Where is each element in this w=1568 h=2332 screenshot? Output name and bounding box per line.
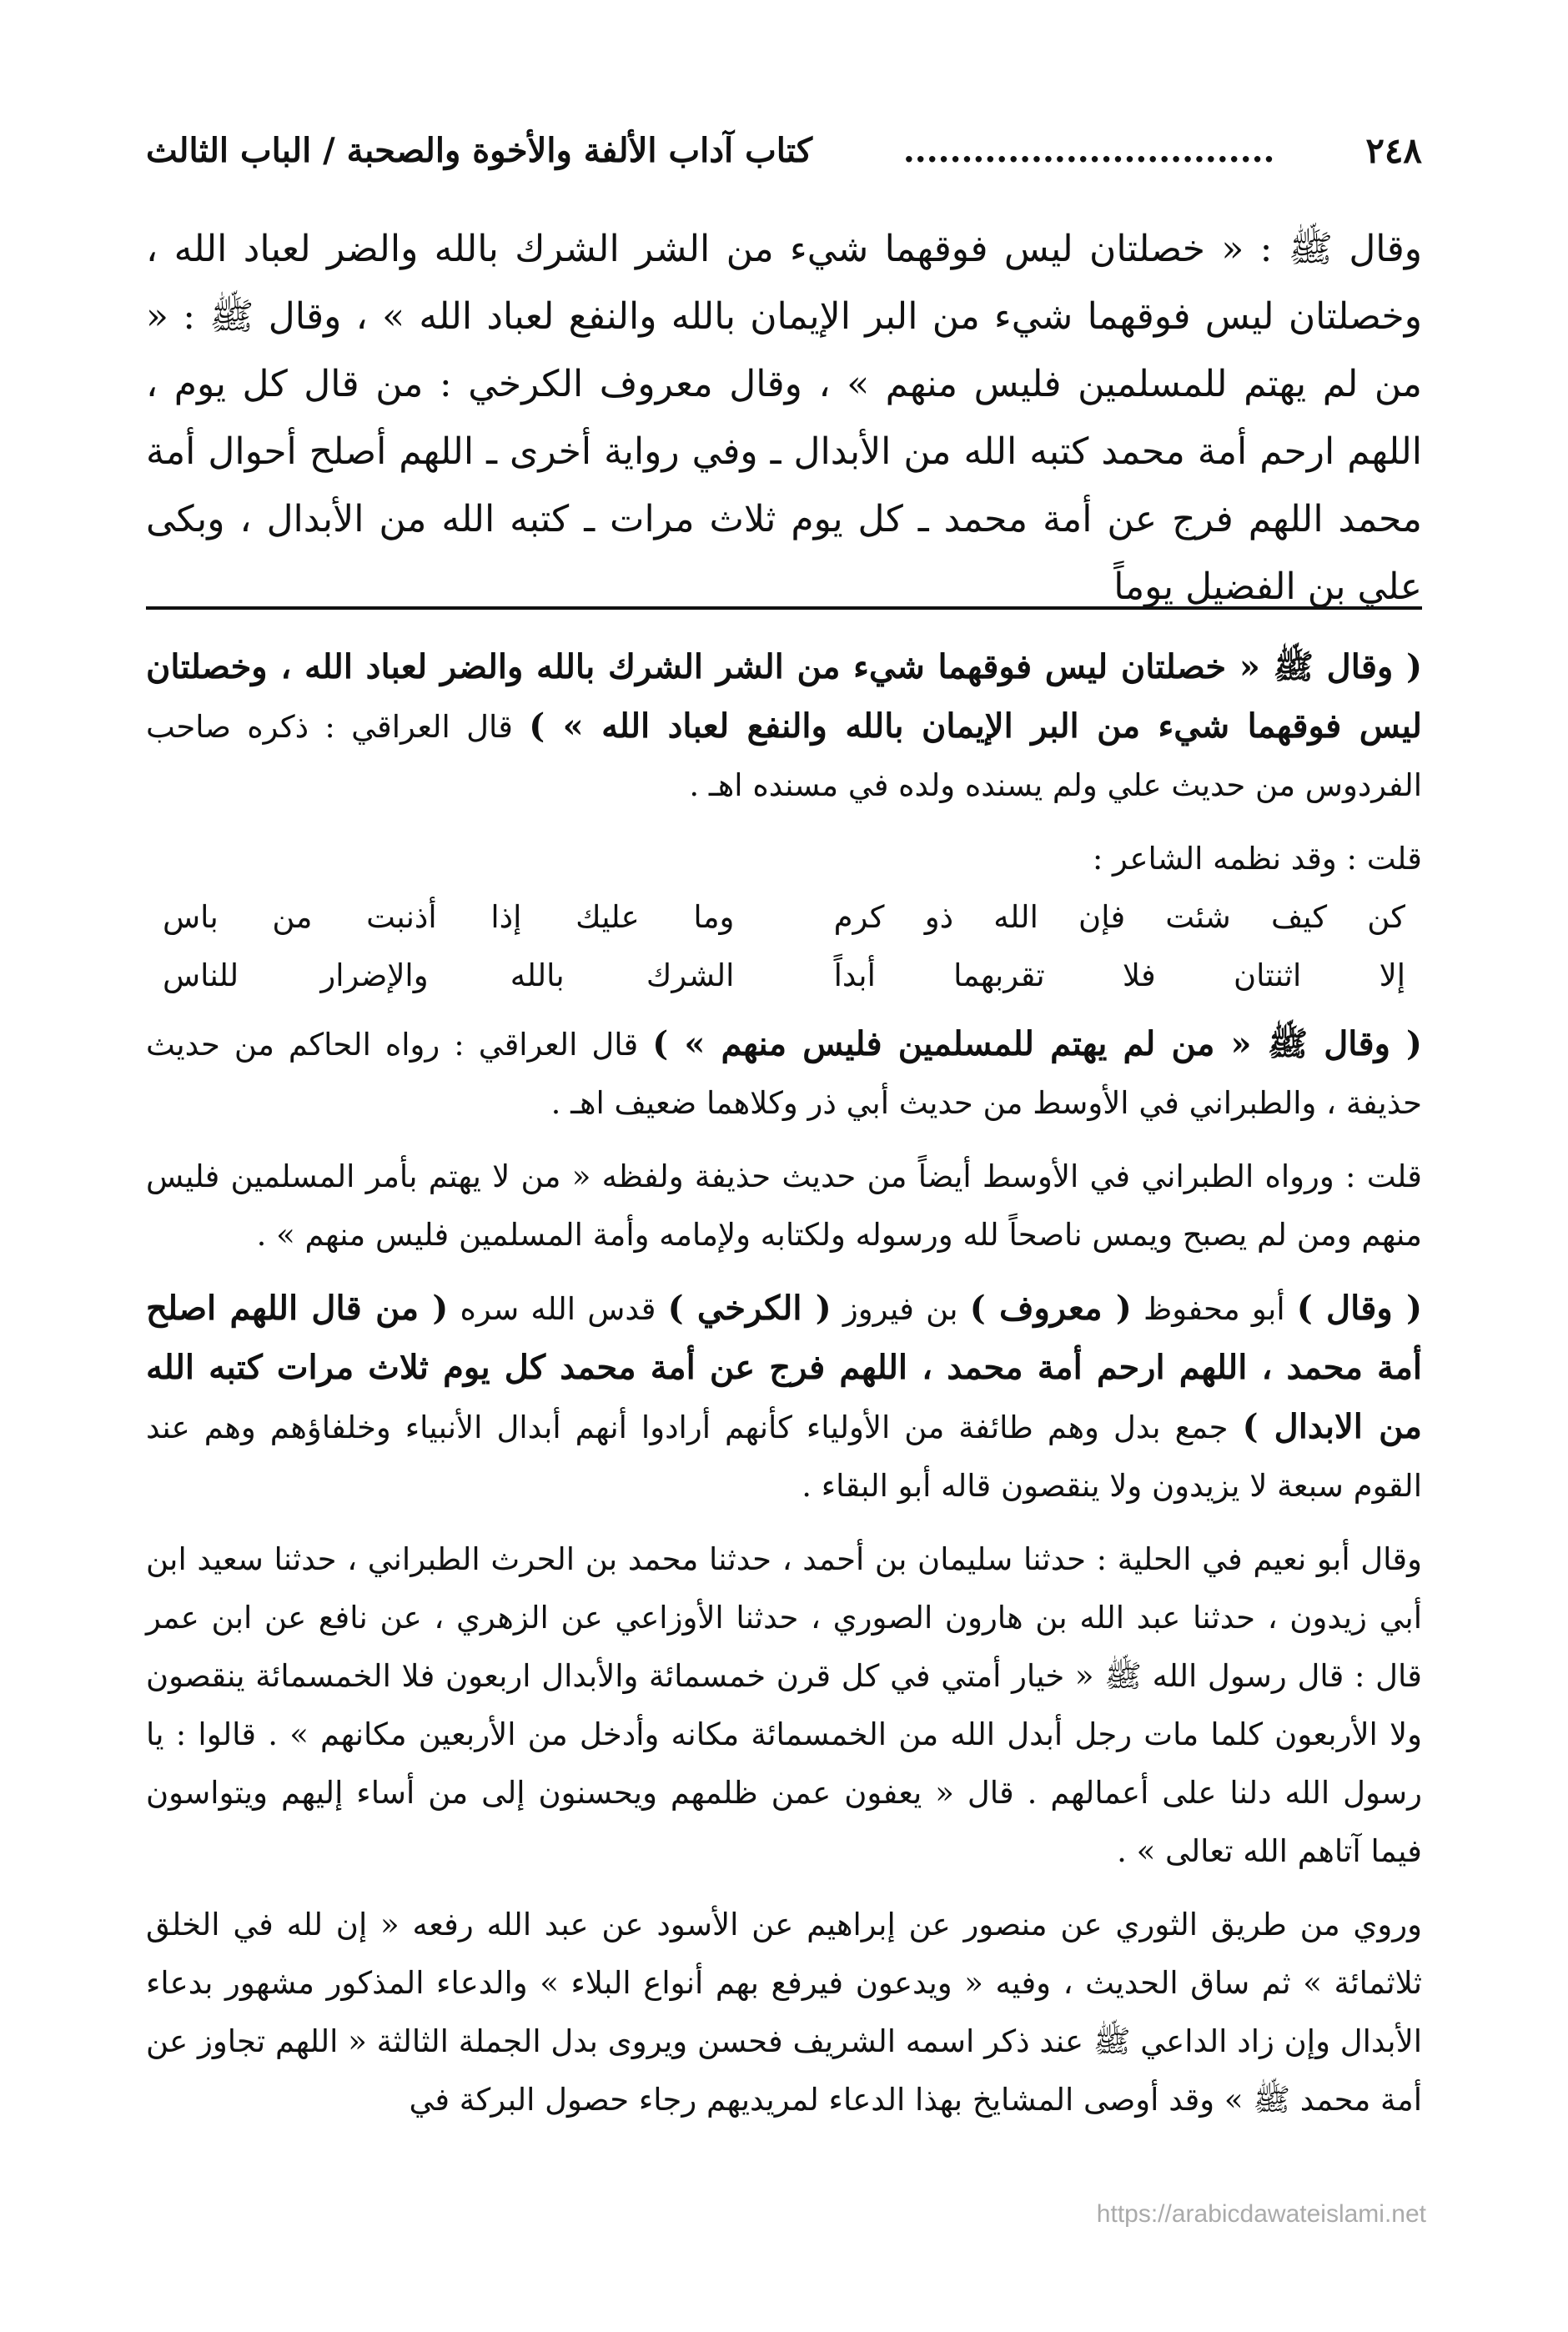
commentary-paragraph-2: قلت : وقد نظمه الشاعر : <box>1092 841 1422 877</box>
commentary-text: قال العراقي : ذكره صاحب الفردوس من حديث علي ولم يسنده ولده في مسنده اهـ . <box>146 709 1422 803</box>
commentary-text: قال العراقي : رواه الحاكم من حديث حذيفة ، والطبراني في الأوسط من حديث أبي ذر وكلاهما ضعيف اهـ . <box>146 1027 1422 1121</box>
commentary-paragraph-6: وقال أبو نعيم في الحلية : حدثنا سليمان بن أحمد ، حدثنا محمد بن الحرث الطبراني ، حدثنا سعيد ابن أبي زيدون ، حدثنا عبد الله بن هارون الصوري ، حدثنا الأوزاعي عن الزهري ، عن نافع عن ابن عمر قال : قال رسول الله ﷺ « خيار أمتي في كل قرن خمسمائة والأبدال اربعون فلا الخمسمائة ينقصون ولا الأربعون كلما مات رجل أبدل الله من الخمسمائة مكانه وأدخل من الأربعين مكانهم » . قالوا : يا رسول الله دلنا على أعمالهم . قال « يعفون عمن ظلمهم ويحسنون إلى من أساء إليهم ويتواسون فيما آتاهم الله تعالى » . <box>146 1541 1422 1869</box>
commentary-paragraph-7: وروي من طريق الثوري عن منصور عن إبراهيم عن الأسود عن عبد الله رفعه « إن لله في الخلق ثلاثمائة » ثم ساق الحديث ، وفيه « ويدعون فيرفع بهم أنواع البلاء » والدعاء المذكور مشهور بدعاء الأبدال وإن زاد الداعي ﷺ عند ذكر اسمه الشريف فحسن ويروى بدل الجملة الثالثة « اللهم تجاوز عن أمة محمد ﷺ » وقد أوصى المشايخ بهذا الدعاء لمريديهم رجاء حصول البركة في <box>146 1907 1422 2118</box>
commentary-paragraph-5 <box>146 1279 1422 1515</box>
commentary-paragraph-4: قلت : ورواه الطبراني في الأوسط أيضاً من حديث حذيفة ولفظه « من لا يهتم بأمر المسلمين فليس منهم ومن لم يصبح ويمس ناصحاً لله ورسوله ولكتابه ولإمامه وأمة المسلمين فليس منهم » . <box>146 1158 1422 1253</box>
quoted-text: ( من قال اللهم اصلح أمة محمد ، اللهم ارحم أمة محمد ، اللهم فرج عن أمة محمد كل يوم ثلاث مرات كتبه الله من الابدال ) <box>146 1289 1422 1446</box>
verse-hemistich-1: إلا اثنتان فلا تقربهما أبداً <box>833 957 1405 993</box>
commentary-paragraph-3 <box>146 1015 1422 1133</box>
verse-hemistich-1: كن كيف شئت فإن الله ذو كرم <box>833 899 1405 935</box>
quoted-text: ( معروف ) <box>969 1289 1132 1328</box>
page-number: ٢٤٨ <box>1365 129 1422 171</box>
watermark-url: https://arabicdawateislami.net <box>1096 2200 1426 2228</box>
poem <box>146 888 1422 1005</box>
quoted-text: ( وقال ﷺ « خصلتان ليس فوقهما شيء من الشر الشرك بالله والضر لعباد الله ، وخصلتان ليس فوقهما شيء من البر الإيمان بالله والنفع لعباد الله » ) <box>146 647 1422 746</box>
header-leader-dots: ................................ <box>902 130 1275 170</box>
page-header <box>146 121 1422 179</box>
quoted-text: ( الكرخي ) <box>667 1289 832 1328</box>
commentary <box>146 638 1422 2144</box>
main-paragraph: وقال ﷺ : « خصلتان ليس فوقهما شيء من الشر الشرك بالله والضر لعباد الله ، وخصلتان ليس فوقهما شيء من البر الإيمان بالله والنفع لعباد الله » ، وقال ﷺ : « من لم يهتم للمسلمين فليس منهم » ، وقال معروف الكرخي : من قال كل يوم ، اللهم ارحم أمة محمد كتبه الله من الأبدال ـ وفي رواية أخرى ـ اللهم أصلح أحوال أمة محمد اللهم فرج عن أمة محمد ـ كل يوم ثلاث مرات ـ كتبه الله من الأبدال ، وبكى علي بن الفضيل يوماً <box>146 228 1422 608</box>
commentary-text: جمع بدل وهم طائفة من الأولياء كأنهم أرادوا أنهم أبدال الأنبياء وخلفاؤهم وهم عند القوم سبعة لا يزيدون ولا ينقصون قاله أبو البقاء . <box>146 1410 1422 1504</box>
quoted-text: ( وقال ﷺ « من لم يهتم للمسلمين فليس منهم » ) <box>652 1024 1422 1063</box>
commentary-text: قدس الله سره <box>448 1291 668 1327</box>
verse-hemistich-2: وما عليك إذا أذنبت من باس <box>163 899 735 935</box>
verse-hemistich-2: الشرك بالله والإضرار للناس <box>163 957 735 993</box>
commentary-paragraph-1 <box>146 638 1422 815</box>
running-title: كتاب آداب الألفة والأخوة والصحبة / الباب الثالث <box>146 130 813 170</box>
separator-rule <box>146 606 1422 610</box>
commentary-text: أبو محفوظ <box>1131 1291 1297 1327</box>
poem-verse-2 <box>146 947 1422 1005</box>
commentary-text: بن فيروز <box>831 1291 970 1327</box>
quoted-text: ( وقال ) <box>1296 1289 1423 1328</box>
poem-verse-1 <box>146 888 1422 947</box>
main-text <box>146 215 1422 621</box>
